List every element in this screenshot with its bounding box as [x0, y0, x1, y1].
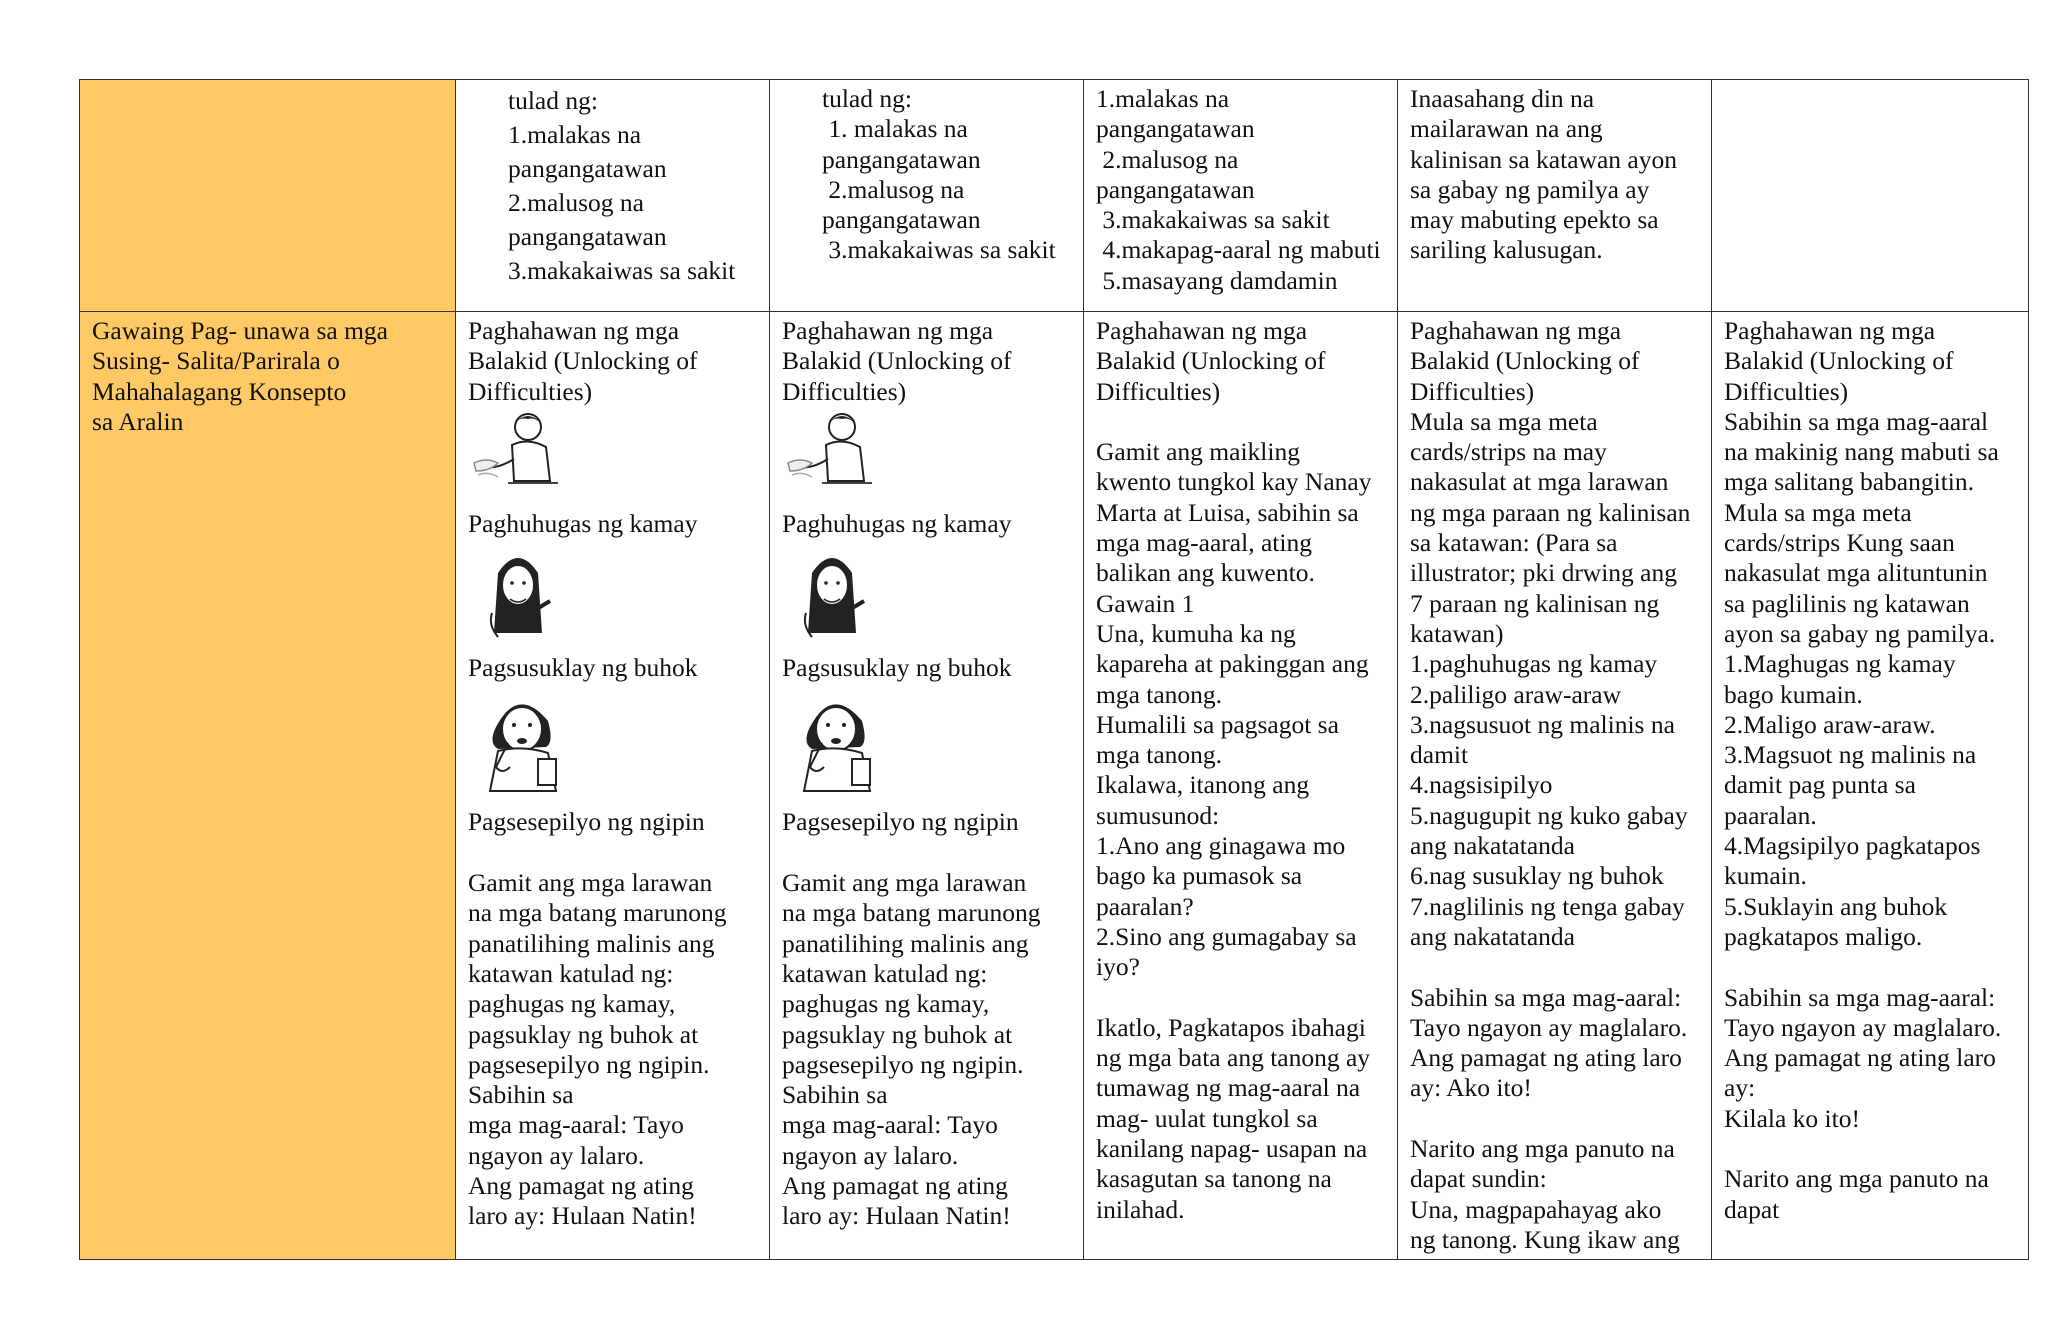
toothbrushing-illustration [468, 687, 757, 797]
body-line: Mula sa mga meta [1410, 406, 1598, 436]
text-line: mailarawan na ang [1410, 114, 1603, 144]
hair-combing-icon [468, 543, 568, 643]
caption-toothbrushing: Pagsesepilyo ng ngipin [468, 807, 705, 837]
body-line: mga tanong. [1096, 679, 1223, 709]
body-line: Sabihin sa mga mag-aaral [1724, 406, 1989, 436]
body-line: pagkatapos maligo. [1724, 921, 1923, 951]
body-line: Ang pamagat ng ating laro [1724, 1043, 1996, 1073]
handwashing-icon [468, 411, 568, 499]
heading-line: Balakid (Unlocking of [1724, 346, 1954, 376]
body-line: pagsesepilyo ng ngipin. [468, 1049, 710, 1079]
heading-line: Difficulties) [782, 376, 907, 406]
body-line: 4.Magsipilyo pagkatapos [1724, 831, 1981, 861]
text-line: 2.malusog na [1096, 144, 1239, 174]
heading-line: Paghahawan ng mga [468, 316, 680, 345]
body-line: 7.naglilinis ng tenga gabay [1410, 891, 1685, 921]
label-cell-empty [80, 80, 456, 312]
cell-row2-col4 [1084, 312, 1398, 1260]
body-line: illustrator; pki drwing ang [1410, 558, 1678, 588]
body-line: Ang pamagat ng ating [468, 1171, 694, 1201]
text-line: pangangatawan [1096, 114, 1255, 144]
handwashing-illustration [782, 411, 1071, 499]
body-line: ang nakatatanda [1410, 831, 1575, 861]
caption-handwashing: Paghuhugas ng kamay [782, 508, 1012, 538]
text-line: pangangatawan [822, 144, 981, 174]
body-line: bago ka pumasok sa [1096, 861, 1303, 891]
body-line: cards/strips na may [1410, 437, 1607, 467]
table-row [80, 80, 2029, 312]
body-line: Ikatlo, Pagkatapos ibahagi [1096, 1012, 1366, 1042]
cell-row2-col5 [1398, 312, 1712, 1260]
body-line: kasagutan sa tanong na [1096, 1164, 1332, 1194]
body-line: damit [1410, 740, 1469, 770]
text-line: Inaasahang din na [1410, 84, 1595, 113]
hair-combing-illustration [782, 543, 1071, 643]
body-line: 2.Maligo araw-araw. [1724, 709, 1936, 739]
text-line: 1.malakas na [508, 120, 642, 149]
caption-handwashing: Paghuhugas ng kamay [468, 508, 698, 538]
body-line: 6.nag susuklay ng buhok [1410, 861, 1664, 891]
body-line: Tayo ngayon ay maglalaro. [1724, 1012, 2002, 1042]
heading-line: Difficulties) [1410, 376, 1535, 406]
body-line: ayon sa gabay ng pamilya. [1724, 618, 1996, 648]
body-line: mga mag-aaral: Tayo [782, 1110, 998, 1140]
body-line: balikan ang kuwento. [1096, 558, 1315, 588]
body-line: kumain. [1724, 861, 1807, 891]
body-line: na makinig nang mabuti sa [1724, 437, 1999, 467]
body-line: sumusunod: [1096, 800, 1220, 830]
body-line: iyo? [1096, 952, 1140, 982]
text-line: pangangatawan [508, 154, 667, 183]
label-line: Mahahalagang Konsepto [92, 376, 347, 406]
hair-combing-illustration [468, 543, 757, 643]
body-line: Ang pamagat ng ating laro [1410, 1043, 1682, 1073]
body-line: dapat sundin: [1410, 1164, 1547, 1194]
body-line: 2.paliligo araw-araw [1410, 679, 1621, 709]
caption-hair-combing: Pagsusuklay ng buhok [468, 653, 698, 683]
body-line: 5.nagugupit ng kuko gabay [1410, 800, 1688, 830]
body-line: pagsuklay ng buhok at [468, 1019, 699, 1049]
body-line: Tayo ngayon ay maglalaro. [1410, 1012, 1688, 1042]
body-line: paghugas ng kamay, [782, 989, 990, 1019]
body-line: 1.Ano ang ginagawa mo [1096, 831, 1346, 861]
body-line: 2.Sino ang gumagabay sa [1096, 921, 1357, 951]
body-line: ng mga paraan ng kalinisan [1410, 497, 1691, 527]
cell-row1-col2 [456, 80, 770, 312]
body-line: ay: [1724, 1073, 1756, 1103]
body-line: Humalili sa pagsagot sa [1096, 709, 1339, 739]
table-row [80, 312, 2029, 1260]
text-line: 2.malusog na [822, 174, 965, 204]
body-line: Marta at Luisa, sabihin sa [1096, 497, 1359, 527]
body-line: 7 paraan ng kalinisan ng [1410, 588, 1660, 618]
body-line: mag- uulat tungkol sa [1096, 1103, 1318, 1133]
body-line: ngayon ay lalaro. [468, 1140, 645, 1170]
text-line: tulad ng: [508, 86, 598, 115]
body-line: ng mga bata ang tanong ay [1096, 1043, 1371, 1073]
caption-toothbrushing: Pagsesepilyo ng ngipin [782, 807, 1019, 837]
body-line: cards/strips Kung saan [1724, 528, 1955, 558]
body-line: Narito ang mga panuto na [1724, 1164, 1989, 1194]
lesson-plan-table [79, 79, 2029, 1260]
body-line: sa katawan: (Para sa [1410, 528, 1618, 558]
body-line: paghugas ng kamay, [468, 989, 676, 1019]
body-line: damit pag punta sa [1724, 770, 1916, 800]
text-line: 5.masayang damdamin [1096, 265, 1338, 295]
text-line: pangangatawan [1096, 174, 1255, 204]
heading-line: Balakid (Unlocking of [1410, 346, 1640, 376]
body-line: 3.nagsusuot ng malinis na [1410, 709, 1675, 739]
text-line: 3.makakaiwas sa sakit [508, 256, 736, 285]
cell-row1-col6-empty [1712, 80, 2029, 312]
hair-combing-icon [782, 543, 882, 643]
text-block [468, 84, 757, 288]
body-line: mga mag-aaral, ating [1096, 528, 1312, 558]
handwashing-icon [782, 411, 882, 499]
text-line: 3.makakaiwas sa sakit [822, 235, 1056, 265]
label-line: sa Aralin [92, 406, 184, 436]
body-line: panatilihing malinis ang [468, 928, 715, 958]
handwashing-illustration [468, 411, 757, 499]
heading-line: Balakid (Unlocking of [1096, 346, 1326, 376]
toothbrushing-illustration [782, 687, 1071, 797]
cell-row1-col5 [1398, 80, 1712, 312]
body-line: nakasulat mga alituntunin [1724, 558, 1988, 588]
label-line: Susing- Salita/Parirala o [92, 346, 340, 376]
body-line: ng tanong. Kung ikaw ang [1410, 1224, 1680, 1254]
cell-row1-col4 [1084, 80, 1398, 312]
body-line: nakasulat at mga larawan [1410, 467, 1669, 497]
body-line: pagsesepilyo ng ngipin. [782, 1049, 1024, 1079]
body-line: Una, kumuha ka ng [1096, 618, 1296, 648]
body-line: ay: Ako ito! [1410, 1073, 1532, 1103]
text-line: 3.makakaiwas sa sakit [1096, 205, 1330, 235]
body-line: panatilihing malinis ang [782, 928, 1029, 958]
heading-line: Balakid (Unlocking of [468, 346, 698, 376]
text-line: sariling kalusugan. [1410, 235, 1603, 265]
label-cell-activity [80, 312, 456, 1260]
body-line: Narito ang mga panuto na [1410, 1134, 1675, 1164]
heading-line: Paghahawan ng mga [1724, 316, 1936, 345]
body-line: Gamit ang maikling [1096, 437, 1300, 467]
body-line: Gamit ang mga larawan [468, 868, 713, 898]
body-line: Ang pamagat ng ating [782, 1171, 1008, 1201]
body-line: mga tanong. [1096, 740, 1223, 770]
cell-row2-col2 [456, 312, 770, 1260]
text-block [782, 84, 1071, 266]
text-line: 1.malakas na [1096, 84, 1230, 113]
body-line: Sabihin sa [468, 1080, 574, 1110]
body-line: sa paglilinis ng katawan [1724, 588, 1970, 618]
body-line: bago kumain. [1724, 679, 1863, 709]
heading-line: Difficulties) [1096, 376, 1221, 406]
heading-line: Paghahawan ng mga [1096, 316, 1308, 345]
body-line: ang nakatatanda [1410, 921, 1575, 951]
heading-line: Paghahawan ng mga [1410, 316, 1622, 345]
text-line: may mabuting epekto sa [1410, 205, 1659, 235]
text-line: sa gabay ng pamilya ay [1410, 174, 1650, 204]
body-line: katawan katulad ng: [468, 958, 674, 988]
text-line: pangangatawan [822, 205, 981, 235]
text-line: 4.makapag-aaral ng mabuti [1096, 235, 1381, 265]
body-line: laro ay: Hulaan Natin! [468, 1201, 697, 1231]
body-line: kwento tungkol kay Nanay [1096, 467, 1372, 497]
body-line: pagsuklay ng buhok at [782, 1019, 1013, 1049]
body-line: 5.Suklayin ang buhok [1724, 891, 1948, 921]
body-line: mga mag-aaral: Tayo [468, 1110, 684, 1140]
body-line: tumawag ng mag-aaral na [1096, 1073, 1361, 1103]
body-line: Gawain 1 [1096, 588, 1195, 618]
body-line: 1.paghuhugas ng kamay [1410, 649, 1658, 679]
body-line: Una, magpapahayag ako [1410, 1194, 1662, 1224]
heading-line: Balakid (Unlocking of [782, 346, 1012, 376]
caption-hair-combing: Pagsusuklay ng buhok [782, 653, 1012, 683]
body-line: paaralan? [1096, 891, 1194, 921]
toothbrushing-icon [782, 687, 892, 797]
cell-row2-col3 [770, 312, 1084, 1260]
heading-line: Difficulties) [468, 376, 593, 406]
body-line: paaralan. [1724, 800, 1817, 830]
body-line: 1.Maghugas ng kamay [1724, 649, 1956, 679]
body-line: Kilala ko ito! [1724, 1103, 1860, 1133]
text-line: tulad ng: [822, 84, 912, 113]
body-line: mga salitang babangitin. [1724, 467, 1974, 497]
body-line: ngayon ay lalaro. [782, 1140, 959, 1170]
body-line: katawan katulad ng: [782, 958, 988, 988]
body-line: Mula sa mga meta [1724, 497, 1912, 527]
body-line: kapareha at pakinggan ang [1096, 649, 1369, 679]
heading-line: Difficulties) [1724, 376, 1849, 406]
body-line: laro ay: Hulaan Natin! [782, 1201, 1011, 1231]
text-line: 1. malakas na [822, 114, 968, 144]
body-line: Sabihin sa [782, 1080, 888, 1110]
toothbrushing-icon [468, 687, 578, 797]
text-line: pangangatawan [508, 222, 667, 251]
body-line: na mga batang marunong [782, 898, 1041, 928]
body-line: Sabihin sa mga mag-aaral: [1410, 982, 1682, 1012]
body-line: kanilang napag- usapan na [1096, 1134, 1368, 1164]
body-line: na mga batang marunong [468, 898, 727, 928]
cell-row2-col6 [1712, 312, 2029, 1260]
heading-line: Paghahawan ng mga [782, 316, 994, 345]
cell-row1-col3 [770, 80, 1084, 312]
body-line: Gamit ang mga larawan [782, 868, 1027, 898]
text-line: 2.malusog na [508, 188, 644, 217]
body-line: dapat [1724, 1194, 1780, 1224]
text-line: kalinisan sa katawan ayon [1410, 144, 1677, 174]
body-line: inilahad. [1096, 1194, 1185, 1224]
body-line: 3.Magsuot ng malinis na [1724, 740, 1977, 770]
body-line: Ikalawa, itanong ang [1096, 770, 1310, 800]
label-line: Gawaing Pag- unawa sa mga [92, 316, 388, 345]
body-line: 4.nagsisipilyo [1410, 770, 1553, 800]
body-line: katawan) [1410, 618, 1504, 648]
body-line: Sabihin sa mga mag-aaral: [1724, 982, 1996, 1012]
